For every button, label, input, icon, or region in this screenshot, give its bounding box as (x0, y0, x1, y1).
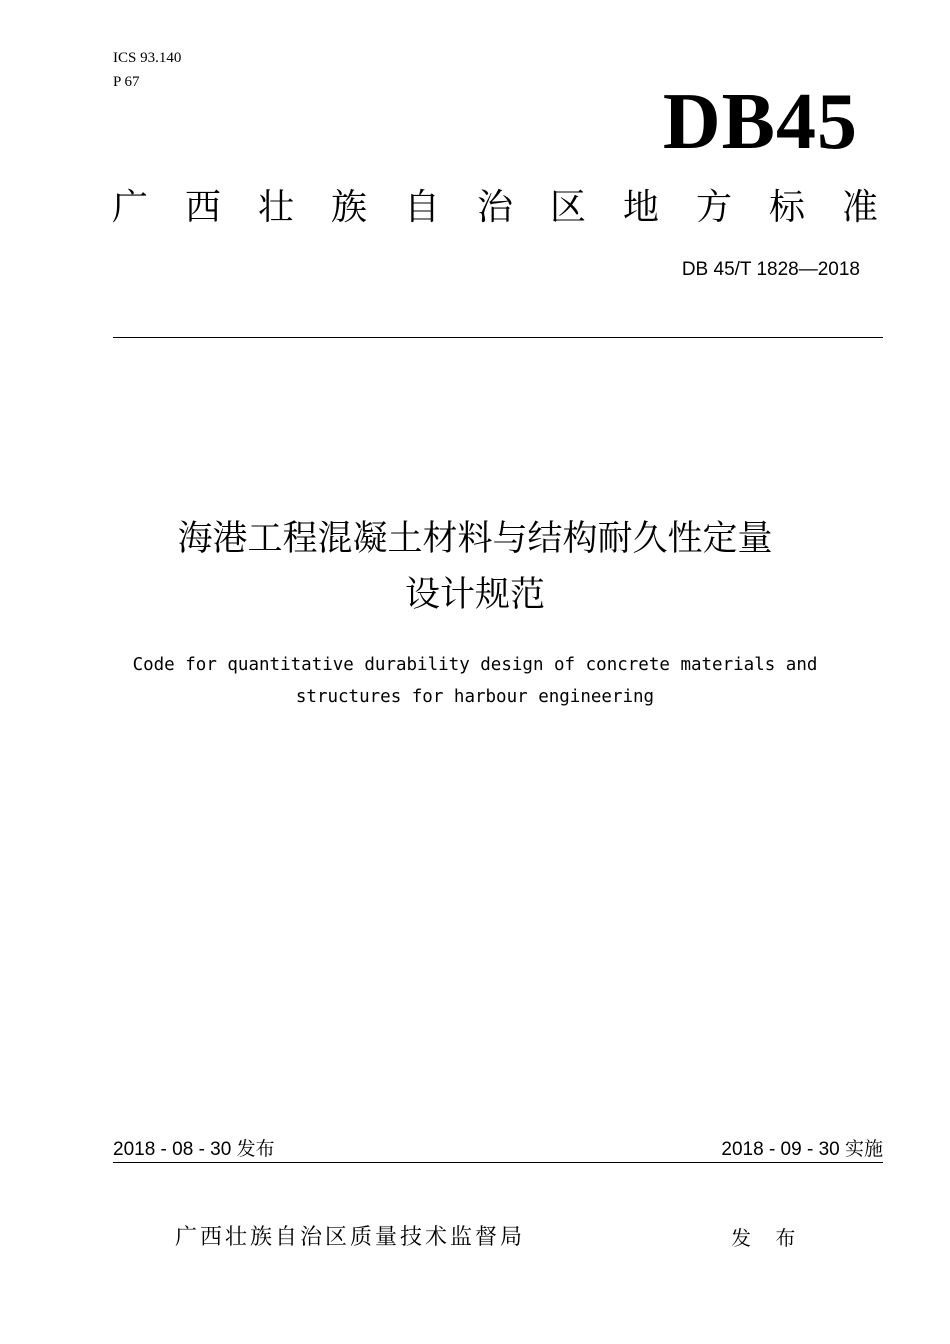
title-english-line-1: Code for quantitative durability design of concrete materials and (132, 655, 818, 675)
title-chinese-line-1: 海港工程混凝土材料与结构耐久性定量 (177, 519, 773, 559)
publish-label: 发 布 (731, 1226, 805, 1250)
standard-number: DB 45/T 1828—2018 (681, 259, 860, 280)
db-standard-code: DB45 (662, 78, 858, 166)
effective-date: 2018 - 09 - 30 实施 (721, 1139, 883, 1160)
title-english-line-2: structures for harbour engineering (295, 687, 655, 707)
ccs-code: P 67 (113, 74, 140, 90)
issuing-authority: 广西壮族自治区质量技术监督局 (175, 1225, 526, 1250)
top-divider (113, 337, 883, 338)
ics-code: ICS 93.140 (113, 50, 182, 66)
bottom-divider (113, 1162, 883, 1163)
title-chinese-line-2: 设计规范 (404, 575, 545, 615)
standard-type-heading: 广西壮族自治区地方标准 (112, 187, 916, 228)
issue-date: 2018 - 08 - 30 发布 (113, 1139, 275, 1160)
